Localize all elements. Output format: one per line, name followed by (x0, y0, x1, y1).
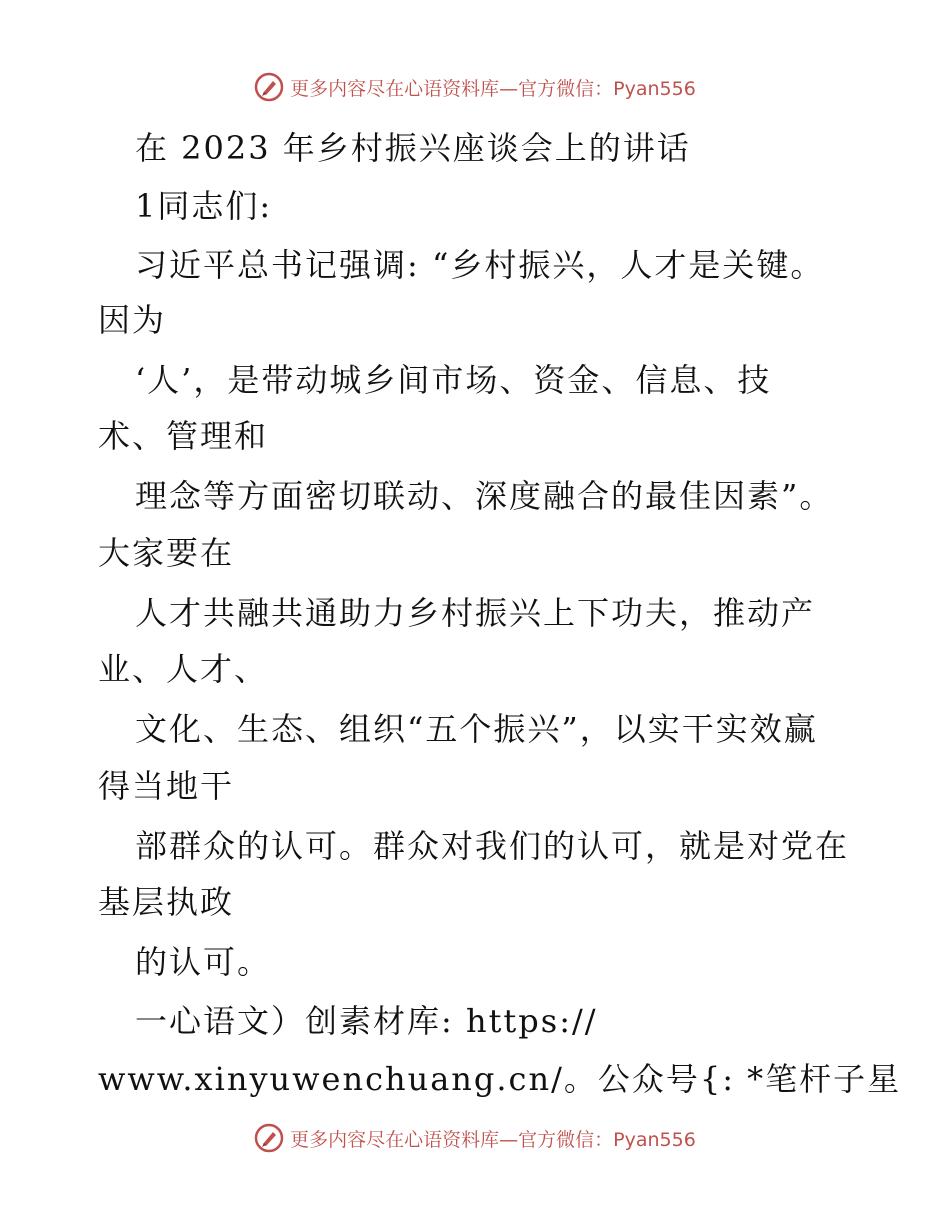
document-title: 在 2023 年乡村振兴座谈会上的讲话 (135, 129, 691, 167)
body-line: 文化、生态、组织“五个振兴”，以实干实效赢 (135, 710, 818, 748)
pen-logo-icon (254, 72, 284, 102)
body-line: www.xinyuwenchuang.cn/。公众号{: *笔杆子星 (98, 1060, 902, 1098)
body-line: 得当地干 (98, 767, 235, 805)
body-line: 术、管理和 (98, 417, 269, 455)
body-line: 因为 (98, 301, 167, 339)
pen-logo-icon (254, 1123, 284, 1153)
body-line: 人才共融共通助力乡村振兴上下功夫，推动产 (135, 594, 816, 632)
body-line: 业、人才、 (98, 650, 269, 688)
body-line: 部群众的认可。群众对我们的认可，就是对党在 (135, 827, 850, 865)
body-line: 习近平总书记强调: “乡村振兴，人才是关键。 (135, 246, 825, 284)
body-line: 一心语文）创素材库: https:// (135, 1002, 598, 1040)
footer-watermark (0, 1123, 950, 1153)
body-line: 大家要在 (98, 534, 235, 572)
header-watermark (0, 72, 950, 102)
salutation: 1同志们: (135, 187, 273, 225)
body-line: ‘人’，是带动城乡间市场、资金、信息、技 (135, 361, 772, 399)
watermark-text: 更多内容尽在心语资料库—官方微信：Pyan556 (290, 1128, 696, 1151)
body-line: 理念等方面密切联动、深度融合的最佳因素”。 (135, 477, 834, 515)
body-line: 基层执政 (98, 883, 235, 921)
body-line: 的认可。 (135, 943, 272, 981)
watermark-text: 更多内容尽在心语资料库—官方微信：Pyan556 (290, 77, 696, 100)
